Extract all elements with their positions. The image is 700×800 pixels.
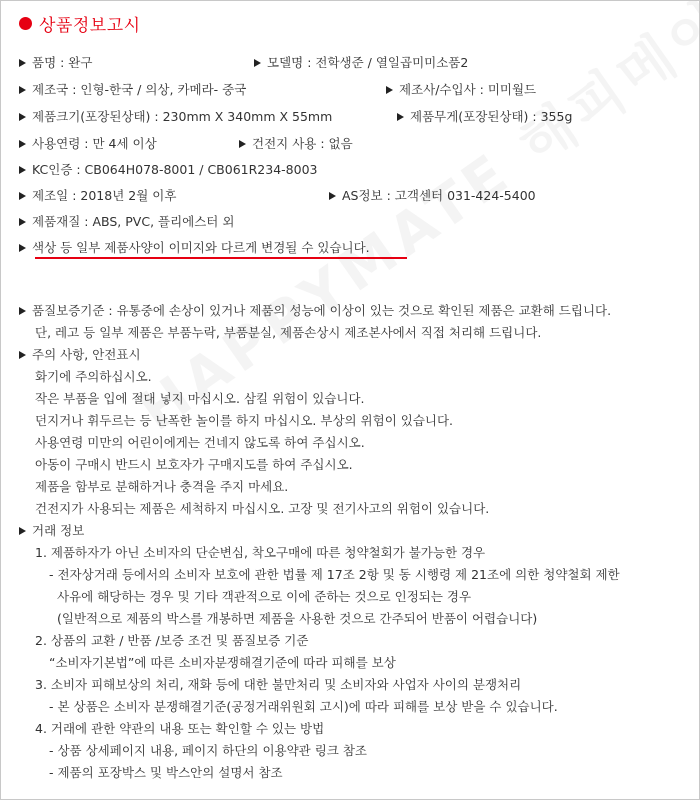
spec-row: 제조일 : 2018년 2월 이후 AS정보 : 고객센터 031-424-5400 bbox=[19, 186, 176, 206]
triangle-bullet-icon bbox=[19, 351, 26, 359]
spec-row: 제품크기(포장된상태) : 230mm X 340mm X 55mm 제품무게(포장된상태) : 355g bbox=[19, 107, 332, 127]
trade-item: 2. 상품의 교환 / 반품 /보증 조건 및 품질보증 기준 bbox=[35, 633, 309, 648]
spec-row: 사용연령 : 만 4세 이상 건전지 사용 : 없음 bbox=[19, 134, 157, 154]
trade-subitem: 사유에 해당하는 경우 및 기타 객관적으로 이에 준하는 것으로 인정되는 경우 bbox=[57, 589, 472, 604]
spec-row: 제품재질 : ABS, PVC, 플리에스터 외 bbox=[19, 212, 234, 232]
caution-line: 건전지가 사용되는 제품은 세척하지 마십시오. 고장 및 전기사고의 위험이 있습니다. bbox=[35, 501, 490, 516]
section-title: 상품정보고시 bbox=[39, 15, 141, 36]
triangle-bullet-icon bbox=[19, 166, 26, 174]
triangle-bullet-icon bbox=[19, 192, 26, 200]
caution-line: 사용연령 미만의 어린이에게는 건네지 않도록 하여 주십시오. bbox=[35, 435, 365, 450]
spec-row: KC인증 : CB064H078-8001 / CB061R234-8003 bbox=[19, 160, 317, 180]
trade-info-heading: 거래 정보 bbox=[19, 521, 84, 541]
triangle-bullet-icon bbox=[19, 113, 26, 121]
trade-subitem: - 제품의 포장박스 및 박스안의 설명서 참조 bbox=[49, 765, 283, 780]
spec-row: 제조국 : 인형-한국 / 의상, 카메라- 중국 제조사/수입사 : 미미월드 bbox=[19, 80, 246, 100]
quality-guarantee-detail: 단, 레고 등 일부 제품은 부품누락, 부품분실, 제품손상시 제조본사에서 직접 처리해 드립니다. bbox=[35, 325, 542, 340]
trade-item: 4. 거래에 관한 약관의 내용 또는 확인할 수 있는 방법 bbox=[35, 721, 325, 736]
triangle-bullet-icon bbox=[19, 59, 26, 67]
section-header bbox=[19, 11, 141, 35]
caution-line: 아동이 구매시 반드시 보호자가 구매지도를 하여 주십시오. bbox=[35, 457, 353, 472]
triangle-bullet-icon bbox=[397, 113, 404, 121]
red-dot-icon bbox=[19, 17, 32, 30]
caution-heading: 주의 사항, 안전표시 bbox=[19, 345, 141, 365]
triangle-bullet-icon bbox=[254, 59, 261, 67]
triangle-bullet-icon bbox=[19, 86, 26, 94]
caution-line: 화기에 주의하십시오. bbox=[35, 369, 152, 384]
trade-item: 1. 제품하자가 아닌 소비자의 단순변심, 착오구매에 따른 청약철회가 불가능한 경우 bbox=[35, 545, 486, 560]
caution-line: 던지거나 휘두르는 등 난폭한 놀이를 하지 마십시오. 부상의 위험이 있습니다. bbox=[35, 413, 454, 428]
quality-guarantee: 품질보증기준 : 유통중에 손상이 있거나 제품의 성능에 이상이 있는 것으로 확인된 제품은 교환해 드립니다. bbox=[19, 301, 611, 321]
triangle-bullet-icon bbox=[19, 140, 26, 148]
trade-subitem: - 전자상거래 등에서의 소비자 보호에 관한 법률 제 17조 2항 및 동 시행령 제 21조에 의한 청약철회 제한 bbox=[49, 567, 620, 582]
triangle-bullet-icon bbox=[19, 244, 26, 252]
trade-subitem: - 본 상품은 소비자 분쟁해결기준(공정거래위원회 고시)에 따라 피해를 보상 받을 수 있습니다. bbox=[49, 699, 558, 714]
triangle-bullet-icon bbox=[19, 527, 26, 535]
triangle-bullet-icon bbox=[19, 307, 26, 315]
spec-row: 품명 : 완구 모델명 : 전학생준 / 열일곱미미소품2 bbox=[19, 53, 92, 73]
triangle-bullet-icon bbox=[19, 218, 26, 226]
triangle-bullet-icon bbox=[329, 192, 336, 200]
triangle-bullet-icon bbox=[239, 140, 246, 148]
trade-item: 3. 소비자 피해보상의 처리, 재화 등에 대한 불만처리 및 소비자와 사업자 사이의 분쟁처리 bbox=[35, 677, 522, 692]
spec-row-notice: 색상 등 일부 제품사양이 이미지와 다르게 변경될 수 있습니다. bbox=[19, 238, 370, 258]
trade-subitem: - 상품 상세페이지 내용, 페이지 하단의 이용약관 링크 참조 bbox=[49, 743, 367, 758]
trade-subitem: (일반적으로 제품의 박스를 개봉하면 제품을 사용한 것으로 간주되어 반품이 어렵습니다) bbox=[57, 611, 538, 626]
caution-line: 작은 부품을 입에 절대 넣지 마십시오. 삼킬 위험이 있습니다. bbox=[35, 391, 365, 406]
caution-line: 제품을 함부로 분해하거나 충격을 주지 마세요. bbox=[35, 479, 289, 494]
triangle-bullet-icon bbox=[386, 86, 393, 94]
trade-subitem: “소비자기본법”에 따른 소비자분쟁해결기준에 따라 피해를 보상 bbox=[49, 655, 396, 670]
notice-underline bbox=[35, 257, 407, 259]
